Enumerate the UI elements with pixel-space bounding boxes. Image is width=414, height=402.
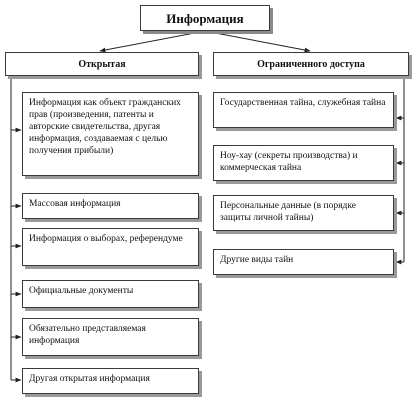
- category-restricted: Ограниченного доступа: [213, 52, 409, 76]
- open-item-other-open: Другая открытая информация: [22, 368, 199, 394]
- open-item-mandatory-information: Обязательно представляемая информация: [22, 318, 199, 356]
- root-to-restricted-arrow: [205, 31, 310, 51]
- restricted-item-know-how: Ноу-хау (секреты производства) и коммерческая тайна: [213, 145, 394, 181]
- restricted-item-other-secrets: Другие виды тайн: [213, 249, 394, 275]
- open-item-official-documents: Официальные документы: [22, 280, 199, 308]
- root-node-information: Информация: [140, 5, 270, 31]
- root-to-open-arrow: [100, 31, 205, 51]
- open-item-elections-referendum: Информация о выборах, референдуме: [22, 228, 199, 266]
- restricted-item-state-secret: Государственная тайна, служебная тайна: [213, 92, 394, 128]
- category-open: Открытая: [5, 52, 199, 76]
- open-item-civil-rights-object: Информация как объект гражданских прав (произведения, патенты и авторские свидетельства, другая информация, создаваемая с целью получения прибыли): [22, 92, 199, 176]
- restricted-item-personal-data: Персональные данные (в порядке защиты личной тайны): [213, 195, 394, 231]
- open-item-mass-information: Массовая информация: [22, 193, 199, 219]
